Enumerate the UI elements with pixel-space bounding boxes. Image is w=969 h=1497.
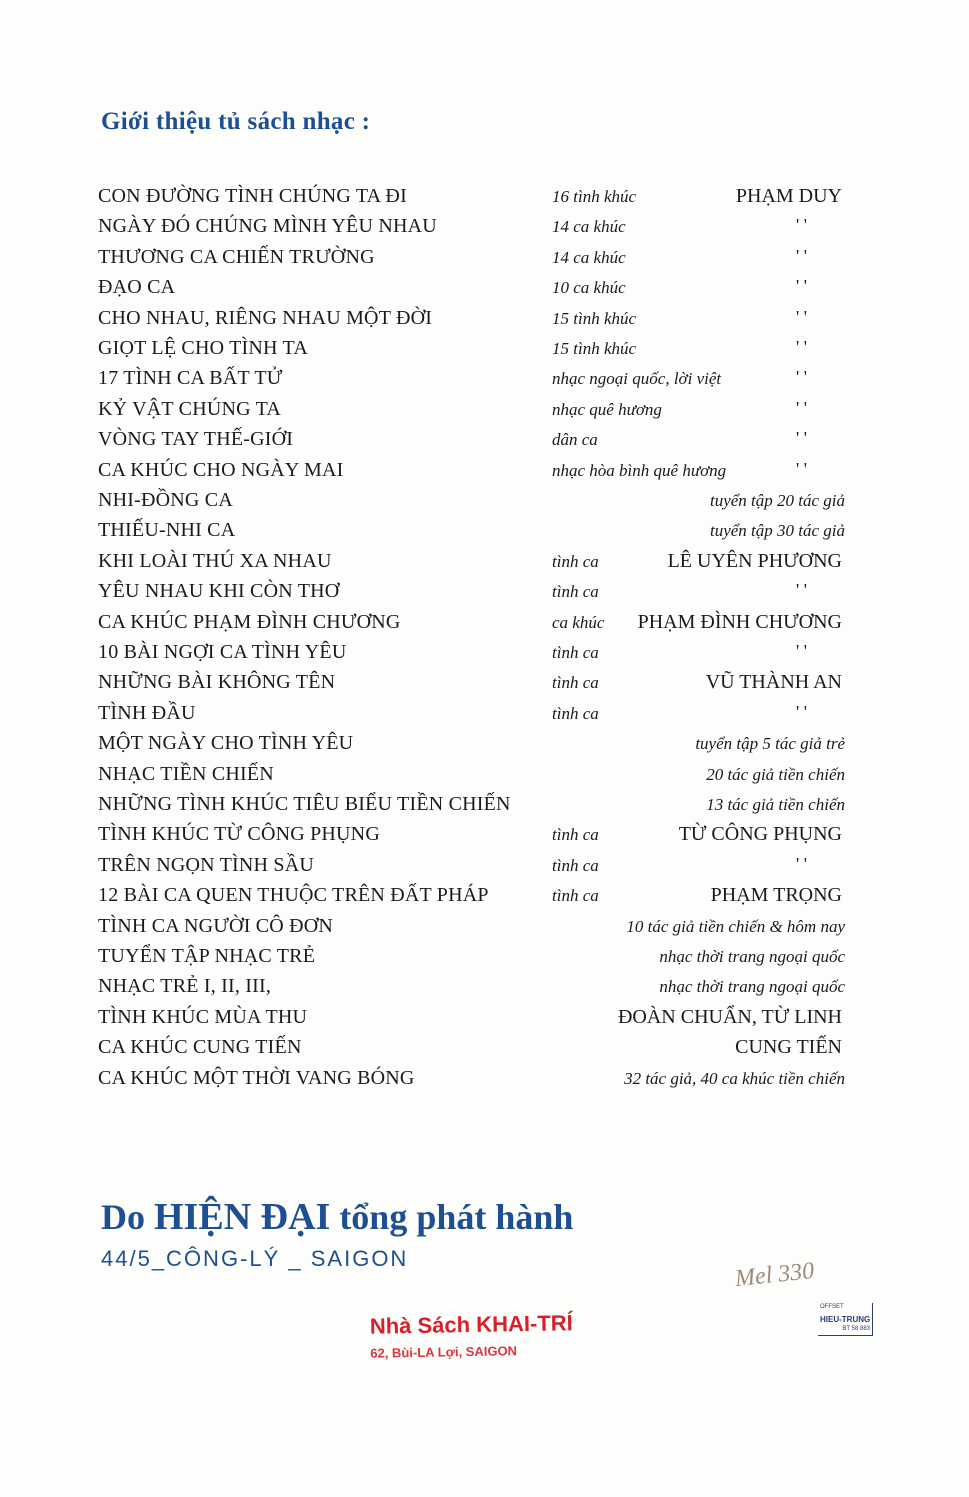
catalog-title: TÌNH KHÚC MÙA THU bbox=[98, 1005, 308, 1028]
catalog-description: tình ca bbox=[552, 551, 599, 571]
ditto-mark: ' ' bbox=[796, 337, 807, 357]
catalog-description: 14 ca khúc bbox=[552, 217, 626, 237]
ditto-mark: ' ' bbox=[796, 458, 807, 479]
catalog-row bbox=[0, 276, 969, 306]
catalog-author: VŨ THÀNH AN bbox=[705, 671, 842, 694]
catalog-title: NGÀY ĐÓ CHÚNG MÌNH YÊU NHAU bbox=[98, 215, 437, 238]
catalog-author: CUNG TIẾN bbox=[735, 1036, 842, 1059]
catalog-row bbox=[0, 763, 969, 793]
catalog-row bbox=[0, 641, 969, 671]
catalog-row bbox=[0, 915, 969, 945]
catalog-row bbox=[0, 1036, 969, 1066]
catalog-title: NHI-ĐỒNG CA bbox=[98, 489, 233, 511]
catalog-title: 12 BÀI CA QUEN THUỘC TRÊN ĐẤT PHÁP bbox=[98, 884, 489, 907]
catalog-row bbox=[0, 246, 969, 276]
catalog-description: tình ca bbox=[552, 582, 599, 602]
catalog-description: tình ca bbox=[552, 673, 599, 693]
ditto-mark: ' ' bbox=[796, 428, 807, 449]
catalog-description: nhạc thời trang ngoại quốc bbox=[659, 977, 845, 997]
catalog-title: TÌNH CA NGƯỜI CÔ ĐƠN bbox=[98, 914, 334, 937]
catalog-row bbox=[0, 975, 969, 1005]
catalog-row bbox=[0, 550, 969, 580]
catalog-title: VÒNG TAY THẾ-GIỚI bbox=[98, 428, 294, 451]
catalog-row bbox=[0, 459, 969, 489]
catalog-row bbox=[0, 398, 969, 428]
catalog-title: TRÊN NGỌN TÌNH SẦU bbox=[98, 853, 315, 876]
catalog-heading: Giới thiệu tủ sách nhạc : bbox=[101, 108, 371, 135]
catalog-title: TÌNH ĐẦU bbox=[98, 701, 196, 724]
catalog-row bbox=[0, 611, 969, 641]
catalog-title: YÊU NHAU KHI CÒN THƠ bbox=[98, 580, 340, 603]
printer-mark bbox=[818, 1303, 874, 1339]
catalog-description: 32 tác giả, 40 ca khúc tiền chiến bbox=[624, 1068, 845, 1088]
catalog-title: NHẠC TRẺ I, II, III, bbox=[98, 975, 272, 998]
catalog-title: NHỮNG TÌNH KHÚC TIÊU BIỂU TIỀN CHIẾN bbox=[98, 793, 511, 815]
catalog-title: CON ĐƯỜNG TÌNH CHÚNG TA ĐI bbox=[98, 185, 407, 207]
catalog-title: THƯƠNG CA CHIẾN TRƯỜNG bbox=[98, 245, 375, 268]
catalog-row bbox=[0, 945, 969, 975]
catalog-description: nhạc ngoại quốc, lời việt bbox=[552, 369, 722, 389]
catalog-row bbox=[0, 307, 969, 337]
ditto-mark: ' ' bbox=[796, 245, 807, 266]
catalog-description: 10 ca khúc bbox=[552, 278, 626, 298]
ditto-mark: ' ' bbox=[796, 276, 807, 297]
catalog-description: 16 tình khúc bbox=[552, 187, 637, 206]
catalog-description: tuyển tập 20 tác giả bbox=[709, 491, 845, 510]
catalog-author: ĐOÀN CHUẨN, TỪ LINH bbox=[617, 1005, 842, 1028]
catalog-description: dân ca bbox=[552, 430, 598, 450]
catalog-row bbox=[0, 793, 969, 823]
publisher-name: HIỆN ĐẠI bbox=[154, 1196, 331, 1238]
catalog-row bbox=[0, 1006, 969, 1036]
catalog-description: 10 tác giả tiền chiến & hôm nay bbox=[626, 916, 845, 936]
ditto-mark: ' ' bbox=[796, 580, 807, 601]
catalog-title: CA KHÚC PHẠM ĐÌNH CHƯƠNG bbox=[98, 610, 401, 633]
catalog-title: MỘT NGÀY CHO TÌNH YÊU bbox=[98, 732, 354, 755]
catalog-author: PHẠM TRỌNG bbox=[710, 884, 842, 907]
catalog-row bbox=[0, 671, 969, 701]
catalog-description: 20 tác giả tiền chiến bbox=[706, 764, 845, 784]
catalog-description: 15 tình khúc bbox=[552, 339, 637, 358]
publisher-address: 44/5_CÔNG-LÝ _ SAIGON bbox=[101, 1246, 409, 1271]
catalog-title: NHỮNG BÀI KHÔNG TÊN bbox=[98, 671, 336, 694]
ditto-mark: ' ' bbox=[796, 701, 807, 722]
catalog-title: GIỌT LỆ CHO TÌNH TA bbox=[98, 337, 308, 359]
catalog-title: TUYỂN TẬP NHẠC TRẺ bbox=[98, 945, 316, 967]
ditto-mark: ' ' bbox=[796, 641, 807, 661]
catalog-title: CA KHÚC CUNG TIẾN bbox=[98, 1036, 302, 1059]
stamp-line-1: Nhà Sách KHAI-TRÍ bbox=[369, 1310, 573, 1339]
catalog-description: nhạc quê hương bbox=[552, 399, 662, 419]
catalog-title: CA KHÚC MỘT THỜI VANG BÓNG bbox=[98, 1066, 415, 1089]
catalog-row bbox=[0, 215, 969, 245]
ditto-mark: ' ' bbox=[796, 853, 807, 874]
catalog-row bbox=[0, 337, 969, 367]
catalog-row bbox=[0, 367, 969, 397]
ditto-mark: ' ' bbox=[796, 215, 807, 236]
printer-mark-name: HIEU-TRUNG bbox=[820, 1315, 871, 1324]
catalog-title: TÌNH KHÚC TỪ CÔNG PHỤNG bbox=[98, 823, 380, 846]
catalog-description: tình ca bbox=[552, 855, 599, 875]
catalog-description: tình ca bbox=[552, 886, 599, 906]
catalog-description: 13 tác giả tiền chiến bbox=[706, 795, 845, 814]
catalog-description: tuyển tập 30 tác giả bbox=[709, 521, 845, 541]
handwritten-note: Mel 330 bbox=[733, 1257, 816, 1293]
stamp-line-2: 62, Bùi-LA Lợi, SAIGON bbox=[370, 1343, 518, 1361]
catalog-row bbox=[0, 854, 969, 884]
catalog-row bbox=[0, 185, 969, 215]
catalog-row bbox=[0, 428, 969, 458]
catalog-title: KỶ VẬT CHÚNG TA bbox=[98, 397, 282, 420]
catalog-row bbox=[0, 519, 969, 549]
catalog-author: PHẠM ĐÌNH CHƯƠNG bbox=[637, 610, 842, 633]
catalog-row bbox=[0, 580, 969, 610]
catalog-row bbox=[0, 1067, 969, 1097]
catalog-row bbox=[0, 732, 969, 762]
catalog-title: 17 TÌNH CA BẤT TỬ bbox=[98, 367, 283, 390]
catalog-author: TỪ CÔNG PHỤNG bbox=[678, 823, 842, 846]
catalog-description: tình ca bbox=[552, 825, 599, 845]
catalog-title: CA KHÚC CHO NGÀY MAI bbox=[98, 458, 344, 481]
catalog-description: 14 ca khúc bbox=[552, 247, 626, 267]
bookstore-stamp bbox=[370, 1310, 574, 1361]
publisher-prefix: Do bbox=[101, 1197, 145, 1237]
publisher-line bbox=[101, 1195, 573, 1239]
catalog-row bbox=[0, 489, 969, 519]
catalog-description: tuyển tập 5 tác giả trẻ bbox=[695, 734, 845, 754]
catalog-description: 15 tình khúc bbox=[552, 308, 637, 328]
catalog-title: KHI LOÀI THÚ XA NHAU bbox=[98, 549, 332, 572]
catalog-description: ca khúc bbox=[552, 612, 605, 632]
catalog-title: 10 BÀI NGỢI CA TÌNH YÊU bbox=[98, 641, 347, 663]
printer-mark-top: OFFSET bbox=[820, 1304, 844, 1310]
catalog-title: CHO NHAU, RIÊNG NHAU MỘT ĐỜI bbox=[98, 306, 433, 329]
ditto-mark: ' ' bbox=[796, 397, 807, 418]
catalog-row bbox=[0, 823, 969, 853]
catalog-description: nhạc thời trang ngoại quốc bbox=[659, 947, 845, 966]
publisher-suffix: tổng phát hành bbox=[339, 1197, 574, 1237]
catalog-title: NHẠC TIỀN CHIẾN bbox=[98, 762, 274, 785]
printer-mark-reg: BT 58 883 bbox=[842, 1326, 870, 1332]
catalog-row bbox=[0, 702, 969, 732]
catalog-row bbox=[0, 884, 969, 914]
ditto-mark: ' ' bbox=[796, 306, 807, 327]
catalog-description: tình ca bbox=[552, 643, 599, 662]
catalog-author: PHẠM DUY bbox=[735, 185, 842, 207]
catalog-author: LÊ UYÊN PHƯƠNG bbox=[667, 549, 842, 572]
ditto-mark: ' ' bbox=[796, 367, 807, 388]
catalog-title: THIẾU-NHI CA bbox=[98, 519, 236, 542]
catalog-description: nhạc hòa bình quê hương bbox=[552, 460, 727, 480]
catalog-description: tình ca bbox=[552, 703, 599, 723]
catalog-title: ĐẠO CA bbox=[98, 276, 176, 299]
